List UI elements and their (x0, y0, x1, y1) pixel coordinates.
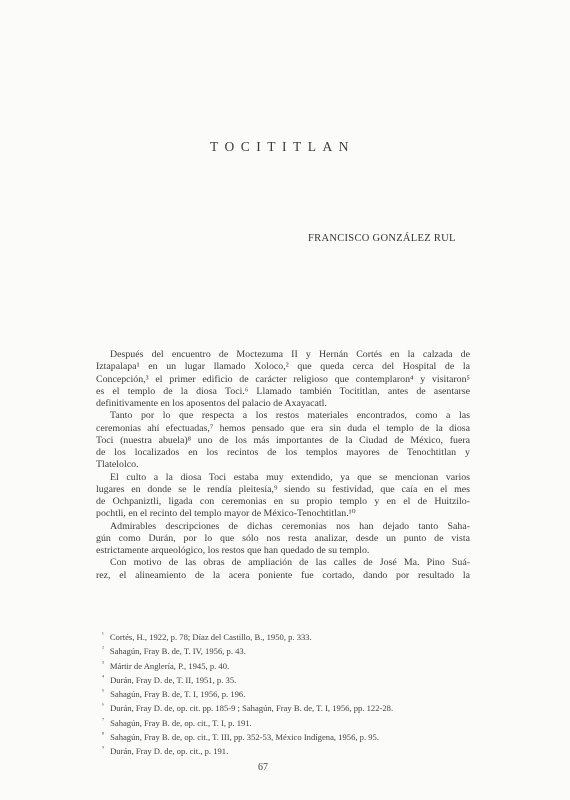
paragraph-line: lugares en donde se le rendía pleitesía,⁹ siendo su festividad, que caía en el mes (96, 483, 470, 495)
footnote-text: Sahagún, Fray B. de, op. cit., T. I, p. 191. (110, 717, 252, 728)
paragraph-line: Concepción,³ el primer edificio de carácter religioso que contemplaron⁴ y visitaron⁵ (96, 373, 470, 385)
footnote (102, 715, 472, 729)
footnote-text: Sahagún, Fray B. de, T. IV, 1956, p. 43. (109, 646, 246, 657)
footnote (102, 743, 472, 757)
paragraph-line: Admirables descripciones de dichas ceremonias nos han dejado tanto Saha- (110, 520, 470, 532)
paragraph-line: de Ochpaniztli, ligada con ceremonias en su propio templo y en el de Huitzilo- (96, 496, 470, 507)
paragraph-line: pochtli, en el recinto del templo mayor de México-Tenochtitlan.¹⁰ (96, 508, 356, 520)
footnote-text: Sahagún, Fray B. de, op. cit., T. III, pp. 352-53, México Indígena, 1956, p. 95. (110, 731, 380, 742)
footnote (102, 672, 472, 686)
footnote-number: ⁶ (102, 703, 105, 710)
footnote (102, 729, 472, 743)
paragraph (96, 472, 470, 521)
footnote-number: ⁸ (102, 731, 105, 738)
paragraph (96, 557, 470, 582)
paragraph-line: El culto a la diosa Toci estaba muy extendido, ya que se mencionan varios (110, 471, 470, 483)
footnote (102, 686, 472, 700)
footnote-number: ⁵ (102, 689, 105, 696)
footnote (102, 629, 472, 643)
paragraph-line: estrictamente arqueológico, los restos que han quedado de su templo. (96, 545, 370, 556)
footnote-number: ⁷ (102, 717, 105, 724)
footnote (102, 700, 472, 714)
paragraph-line: Iztapalapa¹ en un lugar llamado Xoloco,² que queda cerca del Hospital de la (96, 361, 470, 373)
paragraph-line: Tanto por lo que respecta a los restos materiales encontrados, como a las (110, 410, 470, 422)
paragraph-line: Después del encuentro de Moctezuma II y Hernán Cortés en la calzada de (110, 349, 470, 360)
paragraph (96, 521, 470, 558)
footnote-text: Mártir de Anglería, P., 1945, p. 40. (109, 660, 230, 671)
paragraph-line: rez, el alineamiento de la acera poniente fue cortado, dando por resultado la (96, 569, 470, 581)
footnote-text: Durán, Fray D. de, op. cit., p. 191. (110, 745, 229, 756)
article-body (96, 349, 470, 582)
footnote-text: Cortés, H., 1922, p. 78; Díaz del Castillo, B., 1950, p. 333. (109, 631, 312, 642)
footnote (102, 643, 472, 657)
article-title: TOCITITLAN (210, 139, 355, 154)
footnote-number: ³ (102, 660, 104, 667)
footnote-number: ⁴ (102, 674, 105, 681)
paragraph-line: es el templo de la diosa Toci.⁶ Llamado también Tocititlan, antes de asentarse (96, 385, 470, 397)
footnote-text: Sahagún, Fray B. de, T. I, 1956, p. 196. (110, 688, 246, 699)
footnote-text: Durán, Fray D. de, op. cit. pp. 185-9 ; Sahagún, Fray B. de, T. I, 1956, pp. 122-28. (110, 703, 394, 714)
paragraph-line: definitivamente en los aposentos del palacio de Axayacatl. (96, 398, 327, 409)
footnote (102, 658, 472, 672)
footnote-text: Durán, Fray D. de, T. II, 1951, p. 35. (110, 674, 237, 685)
paragraph-line: Toci (nuestra abuela)⁸ uno de los más importantes de la Ciudad de México, fuera (96, 434, 470, 446)
footnote-number: ⁹ (102, 746, 105, 753)
footnote-number: ¹ (102, 632, 104, 638)
paragraph-line: Tlatelolco. (96, 459, 139, 471)
paragraph-line: gún como Durán, por lo que sólo nos resta analizar, desde un punto de vista (96, 532, 470, 544)
footnote-number: ² (102, 646, 104, 653)
article-author: FRANCISCO GONZÁLEZ RUL (308, 233, 456, 244)
paragraph-line: ceremonias ahí efectuadas,⁷ hemos pensado que era sin duda el templo de la diosa (96, 422, 470, 434)
paragraph-line: de los localizados en los recintos de los templos mayores de Tenochtitlan y (96, 447, 470, 458)
page-number: 67 (258, 762, 268, 773)
paragraph (96, 349, 470, 410)
paragraph-line: Con motivo de las obras de ampliación de las calles de José Ma. Pino Suá- (110, 557, 470, 569)
footnotes (102, 629, 472, 757)
paragraph (96, 410, 470, 471)
